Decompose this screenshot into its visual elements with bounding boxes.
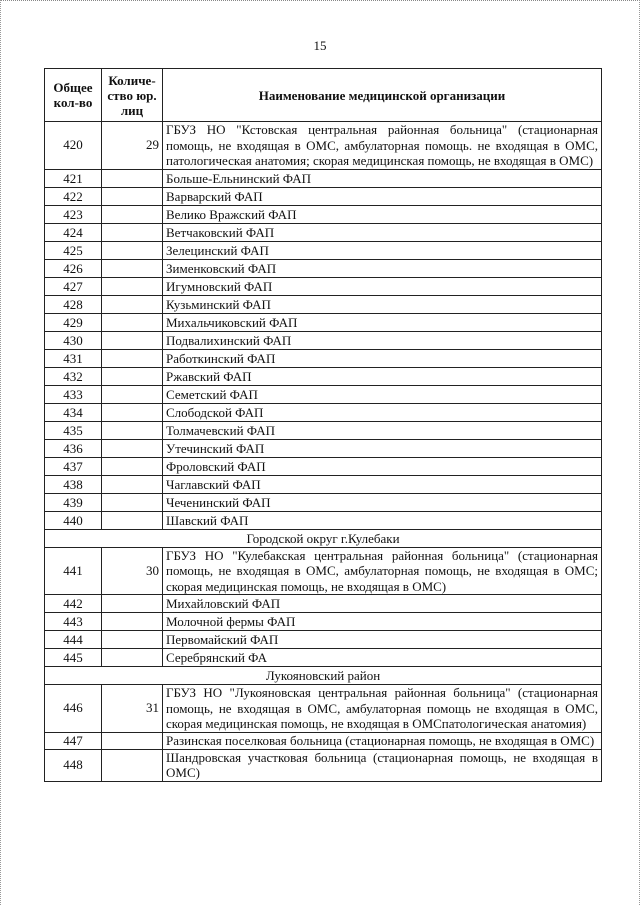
- row-count: [102, 649, 163, 667]
- row-number: 425: [45, 241, 102, 259]
- row-number: 430: [45, 331, 102, 349]
- row-number: 439: [45, 493, 102, 511]
- row-number: 448: [45, 749, 102, 781]
- row-organization-name: Первомайский ФАП: [163, 631, 602, 649]
- row-number: 436: [45, 439, 102, 457]
- table-body: [45, 122, 602, 782]
- section-title: Лукояновский район: [45, 667, 602, 685]
- table-row: [45, 259, 602, 277]
- row-count: [102, 631, 163, 649]
- section-header-row: [45, 667, 602, 685]
- table-row: [45, 187, 602, 205]
- row-count: [102, 613, 163, 631]
- row-count: [102, 421, 163, 439]
- row-number: 447: [45, 732, 102, 749]
- table-row: [45, 331, 602, 349]
- row-count: [102, 385, 163, 403]
- row-number: 438: [45, 475, 102, 493]
- row-count: [102, 277, 163, 295]
- row-number: 432: [45, 367, 102, 385]
- row-organization-name: Игумновский ФАП: [163, 277, 602, 295]
- row-number: 441: [45, 547, 102, 595]
- row-count: [102, 259, 163, 277]
- row-number: 440: [45, 511, 102, 529]
- row-number: 429: [45, 313, 102, 331]
- scan-edge-top: [0, 0, 640, 3]
- row-organization-name: ГБУЗ НО "Кулебакская центральная районная больница" (стационарная помощь, не входящая в ОМС, амбулаторная помощь, не входящая в ОМС; скорая медицинская помощь, не входящая в ОМС): [163, 547, 602, 595]
- row-count: 31: [102, 685, 163, 733]
- row-number: 420: [45, 122, 102, 170]
- row-number: 446: [45, 685, 102, 733]
- table-row: [45, 385, 602, 403]
- row-organization-name: Работкинский ФАП: [163, 349, 602, 367]
- row-organization-name: ГБУЗ НО "Кстовская центральная районная больница" (стационарная помощь, не входящая в ОМС, амбулаторная помощь. не входящая в ОМС, патологическая анатомия; скорая медицинская помощь, не входящая в ОМС): [163, 122, 602, 170]
- header-total: Общее кол-во: [45, 69, 102, 122]
- row-organization-name: Кузьминский ФАП: [163, 295, 602, 313]
- table-row: [45, 421, 602, 439]
- row-number: 423: [45, 205, 102, 223]
- row-organization-name: ГБУЗ НО "Лукояновская центральная районная больница" (стационарная помощь, не входящая в ОМС, амбулаторная помощь не входящая в ОМС, скорая медицинская помощь, не входящая в ОМСпатологическая анатомия): [163, 685, 602, 733]
- table-row: [45, 511, 602, 529]
- row-organization-name: Фроловский ФАП: [163, 457, 602, 475]
- row-count: [102, 511, 163, 529]
- table-row: [45, 649, 602, 667]
- header-name: Наименование медицинской организации: [163, 69, 602, 122]
- row-organization-name: Слободской ФАП: [163, 403, 602, 421]
- table-row: [45, 313, 602, 331]
- row-organization-name: Семетский ФАП: [163, 385, 602, 403]
- row-count: [102, 457, 163, 475]
- header-count: Количе-ство юр. лиц: [102, 69, 163, 122]
- table-row: [45, 241, 602, 259]
- row-number: 435: [45, 421, 102, 439]
- row-number: 444: [45, 631, 102, 649]
- row-number: 424: [45, 223, 102, 241]
- row-number: 426: [45, 259, 102, 277]
- row-count: 29: [102, 122, 163, 170]
- table-row: [45, 205, 602, 223]
- table-row: [45, 493, 602, 511]
- table-row: [45, 349, 602, 367]
- row-count: [102, 475, 163, 493]
- row-count: [102, 349, 163, 367]
- table-row: [45, 122, 602, 170]
- row-organization-name: Подвалихинский ФАП: [163, 331, 602, 349]
- row-count: [102, 331, 163, 349]
- row-count: [102, 223, 163, 241]
- section-header-row: [45, 529, 602, 547]
- row-organization-name: Чеченинский ФАП: [163, 493, 602, 511]
- section-title: Городской округ г.Кулебаки: [45, 529, 602, 547]
- row-number: 437: [45, 457, 102, 475]
- row-count: [102, 169, 163, 187]
- row-number: 442: [45, 595, 102, 613]
- row-organization-name: Серебрянский ФА: [163, 649, 602, 667]
- row-count: [102, 295, 163, 313]
- row-number: 428: [45, 295, 102, 313]
- row-count: [102, 439, 163, 457]
- row-organization-name: Велико Вражский ФАП: [163, 205, 602, 223]
- row-count: [102, 313, 163, 331]
- table-row: [45, 457, 602, 475]
- row-count: [102, 205, 163, 223]
- table-row: [45, 367, 602, 385]
- row-organization-name: Утечинский ФАП: [163, 439, 602, 457]
- row-organization-name: Больше-Ельнинский ФАП: [163, 169, 602, 187]
- row-organization-name: Варварский ФАП: [163, 187, 602, 205]
- page-number: 15: [313, 38, 327, 53]
- table-row: [45, 613, 602, 631]
- row-count: [102, 749, 163, 781]
- table-row: [45, 547, 602, 595]
- table-row: [45, 403, 602, 421]
- row-organization-name: Молочной фермы ФАП: [163, 613, 602, 631]
- row-count: [102, 493, 163, 511]
- row-number: 427: [45, 277, 102, 295]
- row-count: [102, 187, 163, 205]
- row-organization-name: Шавский ФАП: [163, 511, 602, 529]
- row-organization-name: Зименковский ФАП: [163, 259, 602, 277]
- row-organization-name: Разинская поселковая больница (стационарная помощь, не входящая в ОМС): [163, 732, 602, 749]
- row-organization-name: Ржавский ФАП: [163, 367, 602, 385]
- row-number: 421: [45, 169, 102, 187]
- row-number: 433: [45, 385, 102, 403]
- row-number: 422: [45, 187, 102, 205]
- table-row: [45, 223, 602, 241]
- row-organization-name: Зелецинский ФАП: [163, 241, 602, 259]
- table-row: [45, 685, 602, 733]
- organizations-table: [44, 68, 602, 782]
- table-row: [45, 439, 602, 457]
- row-number: 431: [45, 349, 102, 367]
- table-row: [45, 295, 602, 313]
- row-organization-name: Михальчиковский ФАП: [163, 313, 602, 331]
- row-count: [102, 367, 163, 385]
- row-organization-name: Михайловский ФАП: [163, 595, 602, 613]
- table-row: [45, 732, 602, 749]
- scan-edge-left: [0, 0, 2, 905]
- row-count: [102, 403, 163, 421]
- row-organization-name: Ветчаковский ФАП: [163, 223, 602, 241]
- table-row: [45, 631, 602, 649]
- row-organization-name: Чаглавский ФАП: [163, 475, 602, 493]
- table-row: [45, 749, 602, 781]
- row-number: 443: [45, 613, 102, 631]
- row-organization-name: Толмачевский ФАП: [163, 421, 602, 439]
- table-row: [45, 475, 602, 493]
- row-organization-name: Шандровская участковая больница (стационарная помощь, не входящая в ОМС): [163, 749, 602, 781]
- table-header-row: [45, 69, 602, 122]
- row-count: [102, 595, 163, 613]
- row-count: [102, 241, 163, 259]
- table-row: [45, 595, 602, 613]
- table-row: [45, 169, 602, 187]
- row-number: 445: [45, 649, 102, 667]
- row-count: 30: [102, 547, 163, 595]
- row-number: 434: [45, 403, 102, 421]
- table-row: [45, 277, 602, 295]
- row-count: [102, 732, 163, 749]
